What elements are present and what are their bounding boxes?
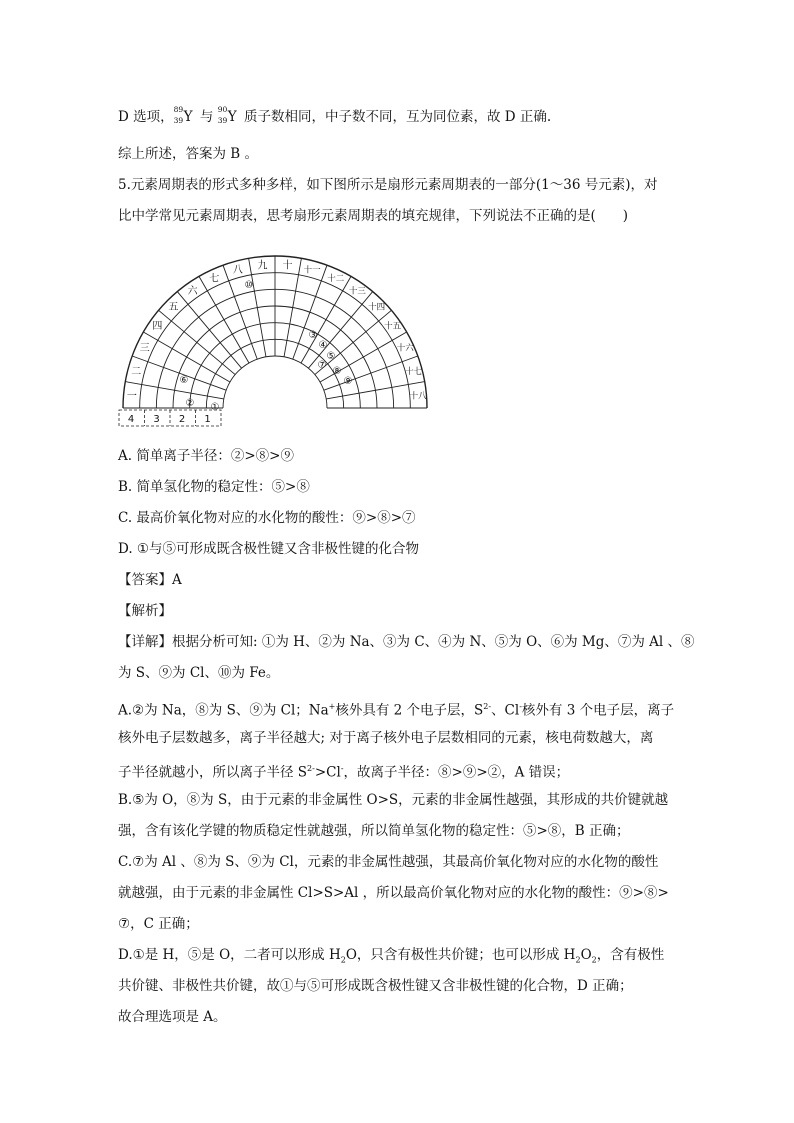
element-marker: ⑥ — [179, 375, 189, 386]
sector-label: 十四 — [368, 302, 386, 313]
sector-label: 四 — [152, 321, 163, 333]
sector-label: 九 — [257, 260, 268, 272]
sector-label: 十二 — [327, 273, 345, 284]
part-a-line-1: A.②为 Na，⑧为 S、⑨为 Cl；Na+核外具有 2 个电子层，$S^{2-}$、Cl-核外有 3 个电子层，离子 — [118, 702, 675, 719]
nuclide-y89: 89 39 Y — [173, 105, 193, 125]
part-c-line-3: ⑦，C 正确； — [118, 916, 199, 932]
part-b-line-2: 强，含有该化学键的物质稳定性就越强，所以简单氢化物的稳定性：⑤>⑧，B 正确； — [118, 823, 630, 839]
part-c-line-1: C.⑦为 Al 、⑧为 S、⑨为 Cl，元素的非金属性越强，其最高价氧化物对应的水化物的酸性 — [118, 854, 659, 870]
question-line-2: 比中学常见元素周期表，思考扇形元素周期表的填充规律，下列说法不正确的是( ) — [118, 208, 629, 224]
sector-label: 一 — [126, 391, 137, 403]
bottom-label: 3 — [153, 414, 160, 425]
part-d-line-2: 共价键、非极性共价键，故①与⑤可形成既含极性键又含非极性键的化合物，D 正确； — [118, 978, 633, 994]
sector-label: 十一 — [303, 265, 321, 276]
detail-line-2: 为 S、⑨为 Cl、⑩为 Fe。 — [118, 665, 280, 681]
part-a-line-2: 核外电子层数越多，离子半径越大; 对于离子核外电子层数相同的元素，核电荷数越大，离 — [118, 730, 654, 746]
element-marker: ③ — [308, 330, 318, 341]
element-marker: ④ — [318, 340, 328, 351]
question-line-1: 5.元素周期表的形式多种多样，如下图所示是扇形元素周期表的一部分(1～36 号元素)，对 — [118, 177, 658, 193]
sector-label: 十七 — [405, 366, 423, 377]
element-marker: ② — [185, 398, 195, 409]
answer-label: 【答案】A — [118, 572, 182, 588]
part-d-line-1: D.①是 H，⑤是 O，二者可以形成 $H_2O$，只含有极性共价键；也可以形成 $H_2O_2$，含有极性 — [118, 947, 665, 965]
element-marker: ⑦ — [317, 360, 327, 371]
sector-label: 十八 — [409, 391, 427, 402]
sector-label: 十 — [282, 260, 293, 272]
element-marker: ⑧ — [332, 366, 342, 377]
element-marker: ⑤ — [326, 351, 336, 362]
sector-label: 八 — [232, 264, 243, 276]
option-b: B. 简单氢化物的稳定性：⑤>⑧ — [118, 479, 310, 495]
bottom-label: 2 — [178, 414, 186, 425]
summary-previous: 综上所述，答案为 B 。 — [118, 146, 259, 162]
bottom-label: 1 — [204, 414, 211, 425]
sector-label: 十六 — [396, 343, 414, 354]
option-d-previous-line: D 选项， 89 39 Y 与 90 39 Y 质子数相同，中子数不同，互为同位素，故 D 正确. — [118, 105, 552, 125]
detail-line-1: 【详解】根据分析可知: ①为 H、②为 Na、③为 C、④为 N、⑤为 O、⑥为 Mg、⑦为 Al 、⑧ — [118, 634, 695, 650]
fan-periodic-table-figure — [115, 240, 435, 430]
sector-label: 十五 — [384, 321, 402, 332]
part-a-line-3: 子半径就越小，所以离子半径 $S^{2-}>Cl^-$，故离子半径：⑧>⑨>②，A 错误； — [118, 764, 570, 781]
sector-label: 三 — [139, 342, 150, 354]
nuclide-y90: 90 39 Y — [217, 105, 237, 125]
sector-label: 六 — [187, 285, 198, 297]
option-c: C. 最高价氧化物对应的水化物的酸性：⑨>⑧>⑦ — [118, 510, 416, 526]
option-d: D. ①与⑤可形成既含极性键又含非极性键的化合物 — [118, 541, 420, 557]
sector-label: 十三 — [348, 286, 366, 297]
sector-label: 五 — [168, 301, 179, 313]
option-a: A. 简单离子半径：②>⑧>⑨ — [118, 448, 294, 464]
element-marker: ⑨ — [343, 376, 353, 387]
part-c-line-2: 就越强，由于元素的非金属性 Cl>S>Al ，所以最高价氧化物对应的水化物的酸性：⑨>⑧> — [118, 885, 669, 901]
analysis-title: 【解析】 — [118, 603, 172, 619]
part-b-line-1: B.⑤为 O，⑧为 S，由于元素的非金属性 O>S，元素的非金属性越强，其形成的共价键就越 — [118, 792, 669, 808]
fan-arc — [223, 356, 327, 408]
sector-label: 七 — [209, 273, 220, 285]
bottom-label: 4 — [127, 414, 135, 425]
element-marker: ① — [210, 402, 220, 413]
sector-label: 二 — [131, 366, 142, 378]
element-marker: ⑩ — [244, 280, 254, 291]
conclusion: 故合理选项是 A。 — [118, 1009, 227, 1025]
